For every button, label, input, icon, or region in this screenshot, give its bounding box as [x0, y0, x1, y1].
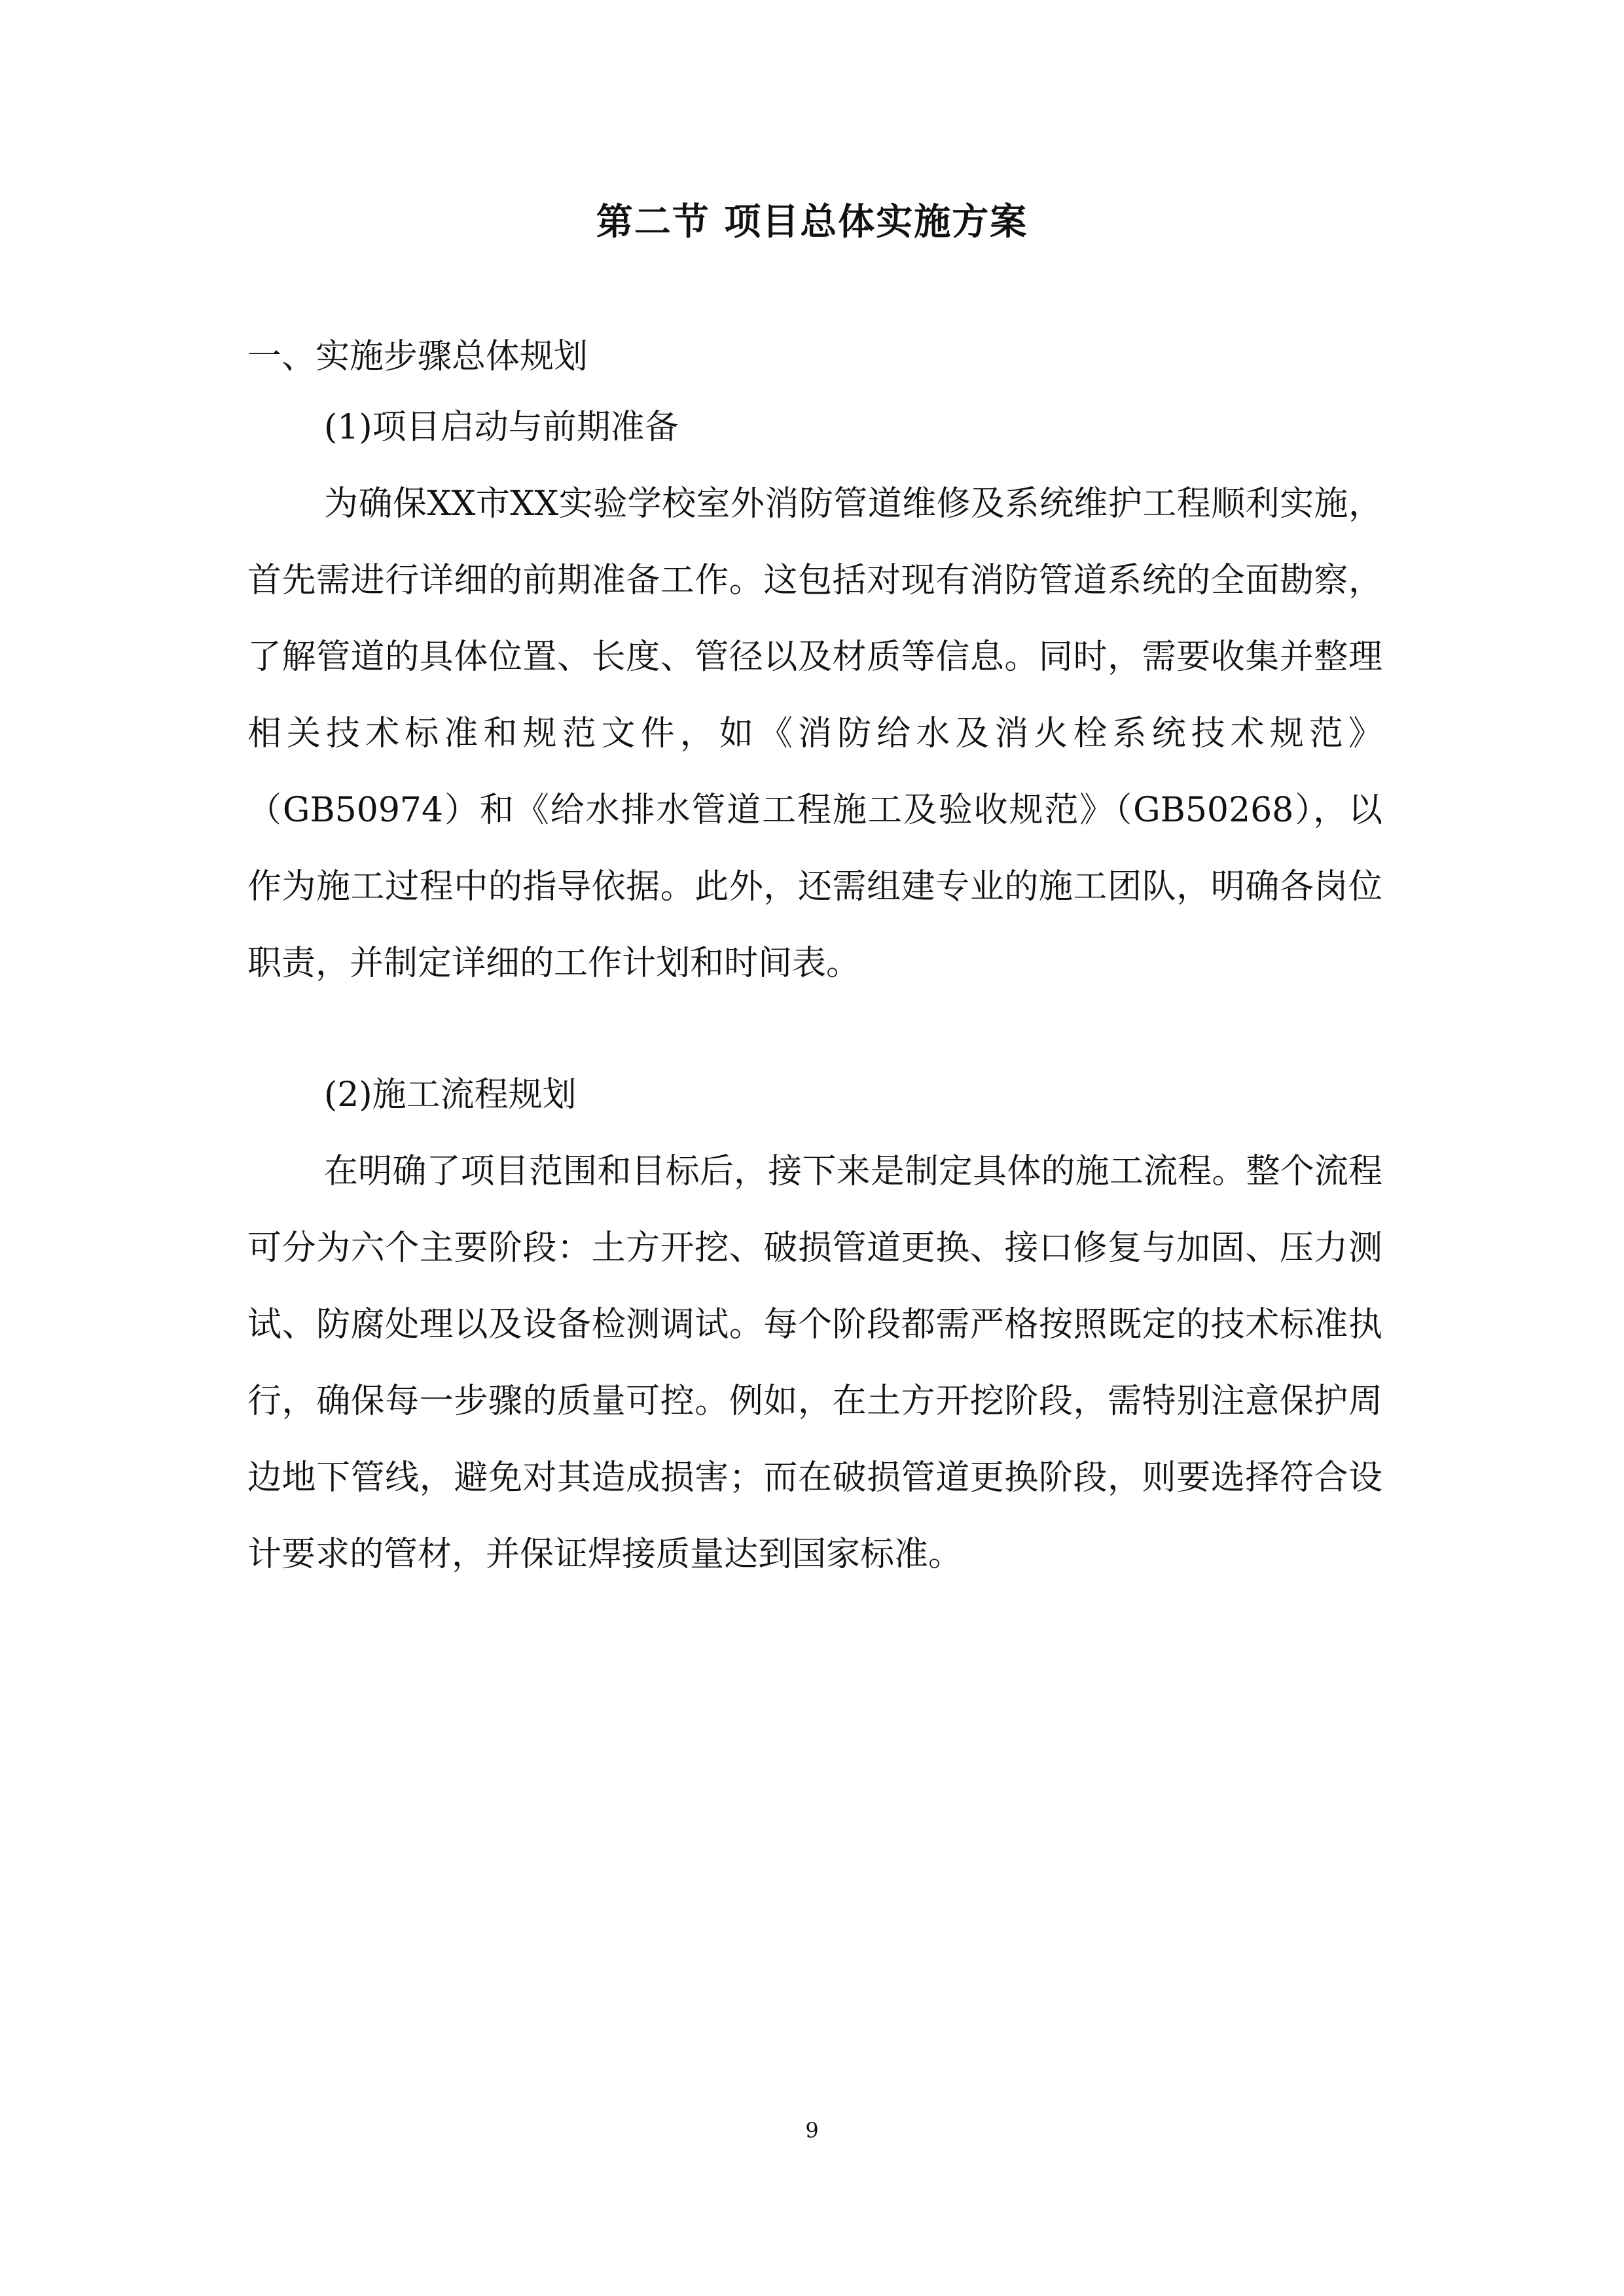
page-number: 9 — [805, 2118, 819, 2143]
subsection-heading-2: (2)施工流程规划 — [324, 1075, 577, 1115]
subsection-heading-1: (1)项目启动与前期准备 — [324, 408, 679, 447]
paragraph-2: 在明确了项目范围和目标后，接下来是制定具体的施工流程。整个流程可分为六个主要阶段：土方开挖、破损管道更换、接口修复与加固、压力测试、防腐处理以及设备检测调试。每个阶段都需严格按照既定的技术标准执行，确保每一步骤的质量可控。例如，在土方开挖阶段，需特别注意保护周边地下管线，避免对其造成损害；而在破损管道更换阶段，则要选择符合设计要求的管材，并保证焊接质量达到国家标准。 — [247, 1152, 1382, 1574]
paragraph-1: 为确保XX市XX实验学校室外消防管道维修及系统维护工程顺利实施，首先需进行详细的前期准备工作。这包括对现有消防管道系统的全面勘察，了解管道的具体位置、长度、管径以及材质等信息。同时，需要收集并整理相关技术标准和规范文件，如《消防给水及消火栓系统技术规范》（GB50974）和《给水排水管道工程施工及验收规范》（GB50268），以作为施工过程中的指导依据。此外，还需组建专业的施工团队，明确各岗位职责，并制定详细的工作计划和时间表。 — [247, 484, 1382, 983]
section-heading: 一、实施步骤总体规划 — [247, 337, 588, 376]
page-title: 第二节 项目总体实施方案 — [596, 201, 1028, 243]
